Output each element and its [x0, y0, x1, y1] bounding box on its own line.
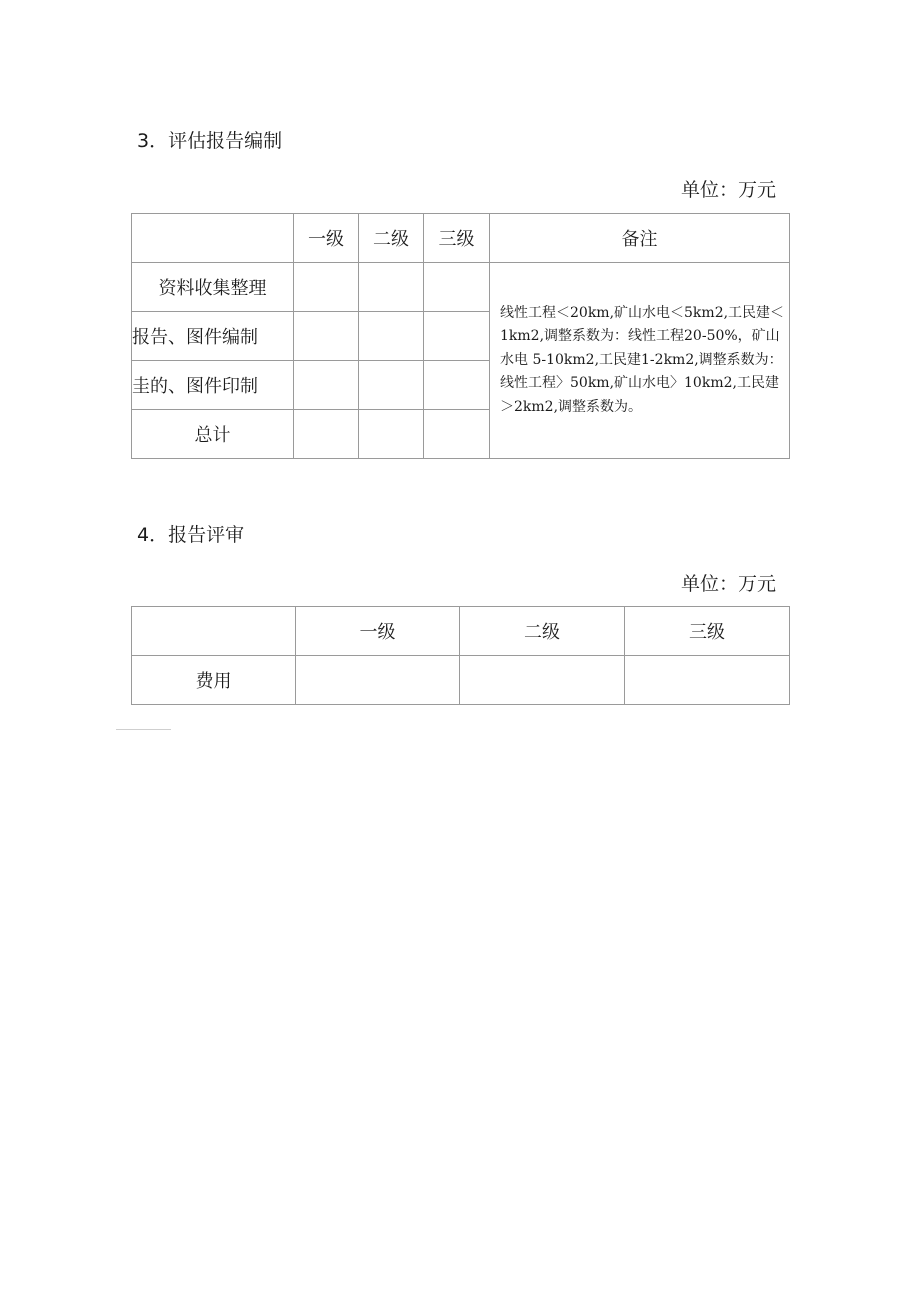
table-row — [132, 656, 790, 705]
value-cell — [296, 656, 460, 705]
header-cell-remarks: 备注 — [490, 214, 790, 263]
value-cell — [424, 263, 490, 312]
value-cell — [424, 361, 490, 410]
table-header-row — [132, 607, 790, 656]
value-cell — [294, 361, 359, 410]
row-label-fee: 费用 — [132, 656, 296, 705]
row-label-printing: 圭的、图件印制 — [132, 361, 294, 410]
row-label-total: 总计 — [132, 410, 294, 459]
value-cell — [294, 312, 359, 361]
header-cell-level-2: 二级 — [460, 607, 625, 656]
header-cell-level-3: 三级 — [424, 214, 490, 263]
section3-unit: 单位：万元 — [680, 179, 776, 201]
header-cell-level-3: 三级 — [625, 607, 790, 656]
header-cell-level-2: 二级 — [359, 214, 424, 263]
value-cell — [294, 263, 359, 312]
remarks-note: 线性工程＜20km,矿山水电＜5km2,工民建＜1km2,调整系数为：线性工程20-50%，矿山水电 5-10km2,工民建1-2km2,调整系数为：线性工程〉50km,矿山水电〉10km2,工民建＞2km2,调整系数为。 — [490, 263, 790, 459]
table-header-row — [132, 214, 790, 263]
row-label-report-compilation: 报告、图件编制 — [132, 312, 294, 361]
fee-table-report-review — [131, 606, 790, 705]
section3-heading: 3．评估报告编制 — [137, 130, 283, 152]
header-cell-level-1: 一级 — [294, 214, 359, 263]
value-cell — [424, 410, 490, 459]
value-cell — [460, 656, 625, 705]
table-row — [132, 263, 790, 312]
section4-heading: 4．报告评审 — [137, 524, 245, 546]
header-cell-level-1: 一级 — [296, 607, 460, 656]
row-label-data-collection: 资料收集整理 — [132, 263, 294, 312]
value-cell — [359, 312, 424, 361]
value-cell — [294, 410, 359, 459]
value-cell — [359, 263, 424, 312]
header-cell-empty — [132, 214, 294, 263]
section4-unit: 单位：万元 — [680, 573, 776, 595]
divider — [116, 729, 171, 730]
value-cell — [625, 656, 790, 705]
header-cell-empty — [132, 607, 296, 656]
value-cell — [424, 312, 490, 361]
fee-table-report-compilation — [131, 213, 790, 459]
value-cell — [359, 410, 424, 459]
value-cell — [359, 361, 424, 410]
